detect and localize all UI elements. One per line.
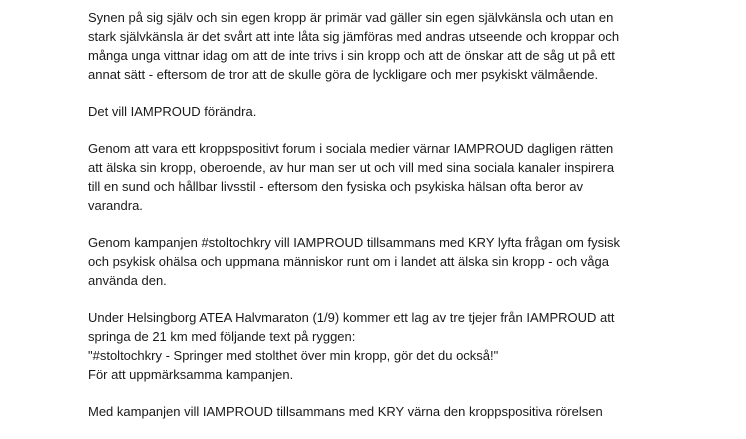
text-line: och psykisk ohälsa och uppmana människor runt om i landet att älska sin kropp - och våga (88, 254, 609, 269)
paragraph-campaign (88, 233, 688, 290)
text-line: många unga vittnar idag om att de inte trivs i sin kropp och att de önskar att de såg ut på ett (88, 48, 615, 63)
paragraph-change (88, 102, 688, 121)
document-body (88, 8, 688, 439)
text-line: springa de 21 km med följande text på ryggen: (88, 329, 356, 344)
text-line: annat sätt - eftersom de tror att de skulle göra de lyckligare och mer psykiskt välmående. (88, 67, 599, 82)
text-line: För att uppmärksamma kampanjen. (88, 367, 294, 382)
text-line: stark självkänsla är det svårt att inte låta sig jämföras med andras utseende och kroppar och (88, 29, 620, 44)
text-line: Genom kampanjen #stoltochkry vill IAMPROUD tillsammans med KRY lyfta frågan om fysisk (88, 235, 620, 250)
text-line: till en sund och hållbar livsstil - eftersom den fysiska och psykiska hälsan ofta beror av (88, 179, 583, 194)
paragraph-halfmarathon (88, 308, 688, 384)
text-line: Synen på sig själv och sin egen kropp är primär vad gäller sin egen självkänsla och utan en (88, 10, 614, 25)
text-line: använda den. (88, 273, 167, 288)
paragraph-forum (88, 139, 688, 215)
text-line: Under Helsingborg ATEA Halvmaraton (1/9) kommer ett lag av tre tjejer från IAMPROUD att (88, 310, 615, 325)
text-line: Genom att vara ett kroppspositivt forum i sociala medier värnar IAMPROUD dagligen rätten (88, 141, 614, 156)
text-line: "#stoltochkry - Springer med stolthet över min kropp, gör det du också!" (88, 348, 499, 363)
paragraph-closing (88, 402, 688, 421)
text-line: Det vill IAMPROUD förändra. (88, 104, 257, 119)
paragraph-self-image (88, 8, 688, 84)
text-line: Med kampanjen vill IAMPROUD tillsammans med KRY värna den kroppspositiva rörelsen (88, 404, 603, 419)
text-line: varandra. (88, 198, 143, 213)
text-line: att älska sin kropp, oberoende, av hur man ser ut och vill med sina sociala kanaler inspirera (88, 160, 615, 175)
